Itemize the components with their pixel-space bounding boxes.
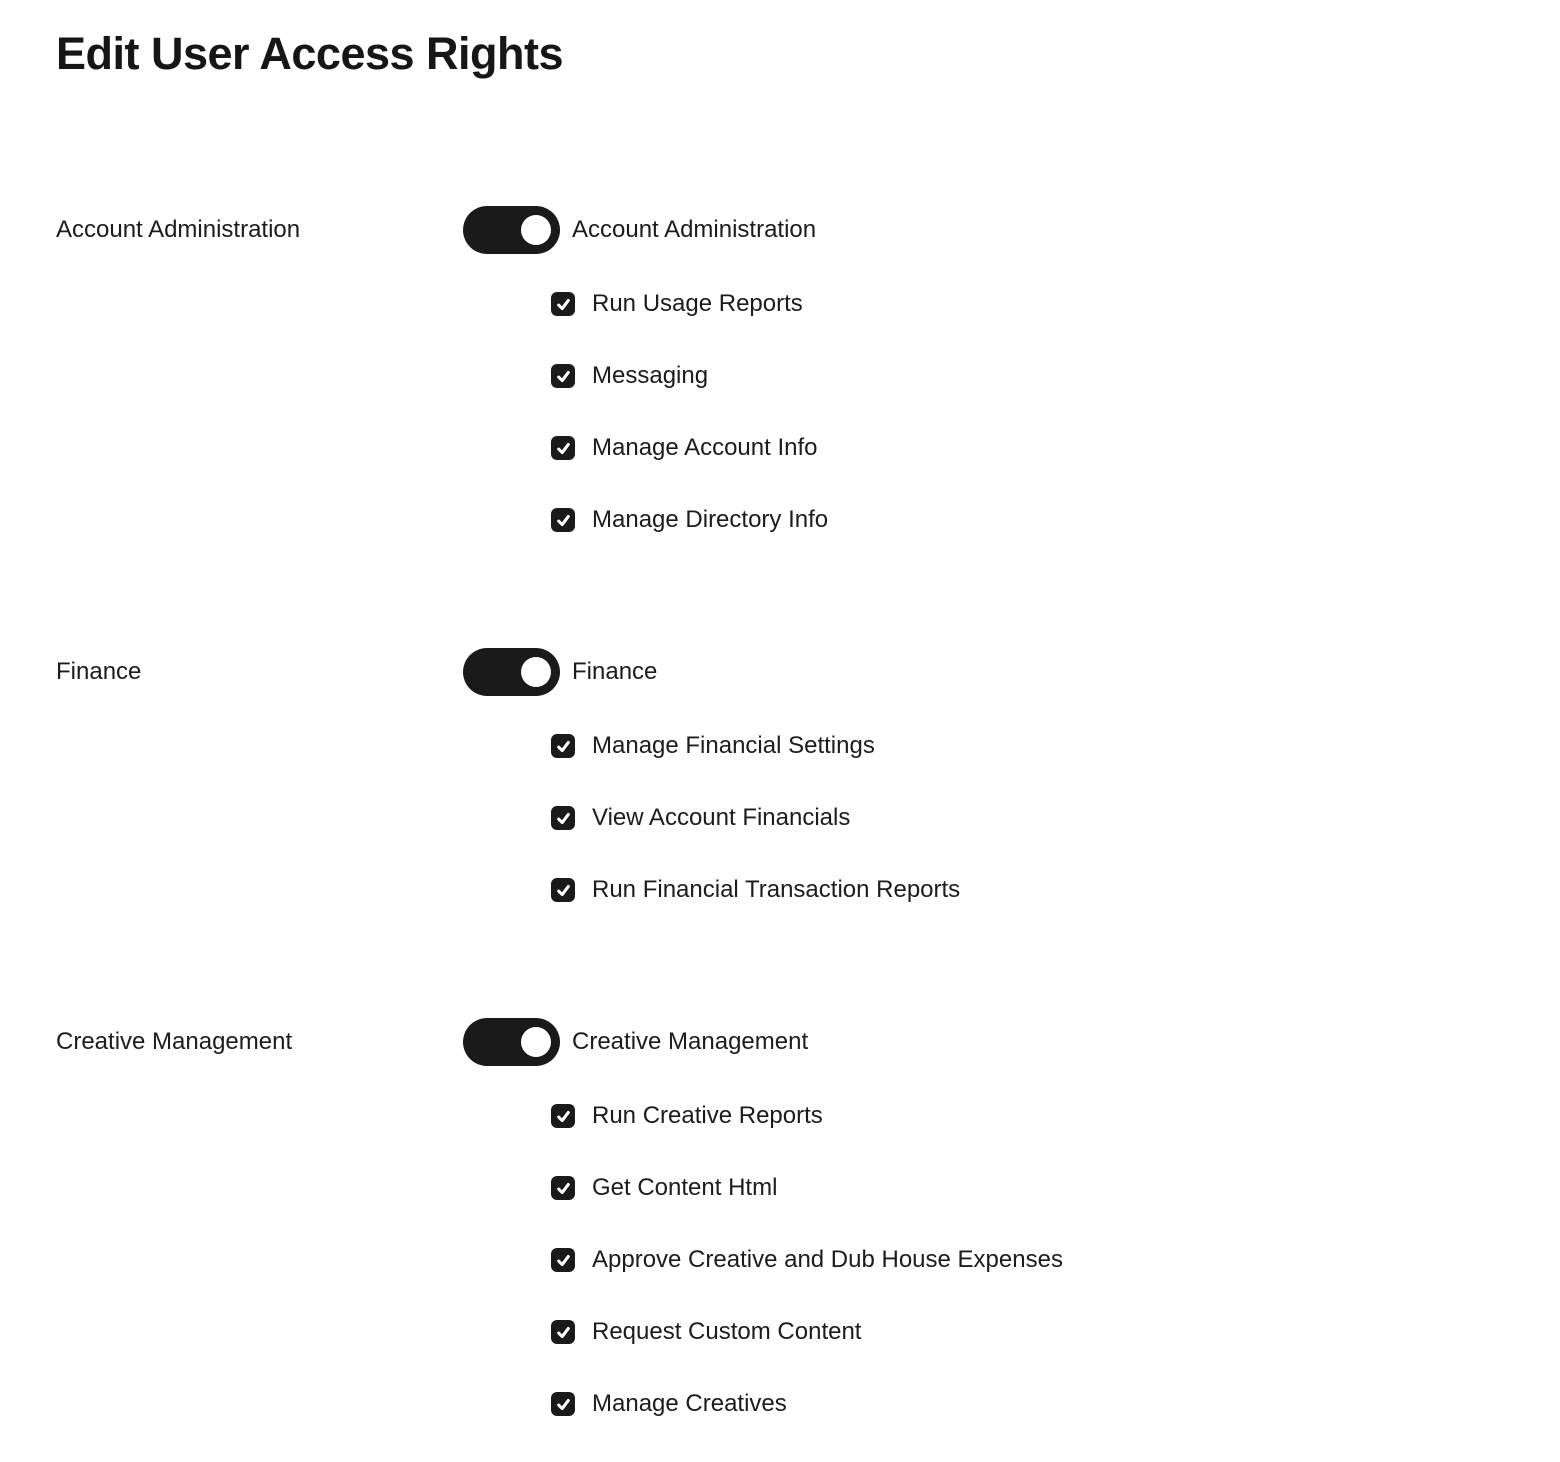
sections-container: [56, 206, 1560, 1420]
permission-row: [551, 1244, 1560, 1276]
checkmark-icon: [556, 1109, 571, 1124]
approve-creative-and-dub-house-expenses-checkbox[interactable]: [551, 1248, 575, 1272]
checkmark-icon: [556, 1397, 571, 1412]
section-label: Finance: [56, 658, 142, 685]
section-creative-management: [56, 1018, 1560, 1420]
permission-row: [551, 432, 1560, 464]
toggle-row: [463, 648, 1560, 696]
section-account-administration: [56, 206, 1560, 536]
section-content: [463, 1018, 1560, 1420]
permission-label: Run Financial Transaction Reports: [592, 876, 961, 903]
view-account-financials-checkbox[interactable]: [551, 806, 575, 830]
section-content: [463, 206, 1560, 536]
checkmark-icon: [556, 1181, 571, 1196]
checkmark-icon: [556, 369, 571, 384]
toggle-label: Finance: [572, 658, 658, 685]
permission-row: [551, 504, 1560, 536]
creative-management-toggle[interactable]: [463, 1018, 560, 1066]
permission-row: [551, 360, 1560, 392]
manage-account-info-checkbox[interactable]: [551, 436, 575, 460]
checkmark-icon: [556, 739, 571, 754]
checkmark-icon: [556, 441, 571, 456]
permission-row: [551, 730, 1560, 762]
permission-row: [551, 1172, 1560, 1204]
toggle-row: [463, 1018, 1560, 1066]
account-administration-toggle[interactable]: [463, 206, 560, 254]
toggle-row: [463, 206, 1560, 254]
finance-toggle[interactable]: [463, 648, 560, 696]
toggle-label: Creative Management: [572, 1028, 809, 1055]
permission-label: Get Content Html: [592, 1174, 778, 1201]
toggle-label: Account Administration: [572, 216, 817, 243]
checkmark-icon: [556, 811, 571, 826]
permission-list: [463, 730, 1560, 906]
permission-label: Approve Creative and Dub House Expenses: [592, 1246, 1063, 1273]
section-finance: [56, 648, 1560, 906]
run-usage-reports-checkbox[interactable]: [551, 292, 575, 316]
toggle-knob: [521, 1027, 551, 1057]
checkmark-icon: [556, 1325, 571, 1340]
permission-label: Request Custom Content: [592, 1318, 862, 1345]
permission-label: Manage Directory Info: [592, 506, 829, 533]
messaging-checkbox[interactable]: [551, 364, 575, 388]
permission-row: [551, 288, 1560, 320]
permission-label: Messaging: [592, 362, 709, 389]
permission-row: [551, 1388, 1560, 1420]
permission-label: Manage Account Info: [592, 434, 818, 461]
permission-label: Manage Financial Settings: [592, 732, 875, 759]
manage-directory-info-checkbox[interactable]: [551, 508, 575, 532]
permission-row: [551, 874, 1560, 906]
run-financial-transaction-reports-checkbox[interactable]: [551, 878, 575, 902]
permission-label: Run Creative Reports: [592, 1102, 823, 1129]
permission-row: [551, 1100, 1560, 1132]
permission-row: [551, 802, 1560, 834]
page-title: Edit User Access Rights: [56, 28, 564, 79]
permission-label: View Account Financials: [592, 804, 851, 831]
request-custom-content-checkbox[interactable]: [551, 1320, 575, 1344]
permission-row: [551, 1316, 1560, 1348]
checkmark-icon: [556, 1253, 571, 1268]
toggle-knob: [521, 657, 551, 687]
manage-creatives-checkbox[interactable]: [551, 1392, 575, 1416]
section-label: Creative Management: [56, 1028, 293, 1055]
get-content-html-checkbox[interactable]: [551, 1176, 575, 1200]
manage-financial-settings-checkbox[interactable]: [551, 734, 575, 758]
permission-list: [463, 288, 1560, 536]
section-label: Account Administration: [56, 216, 301, 243]
permission-label: Manage Creatives: [592, 1390, 787, 1417]
permission-list: [463, 1100, 1560, 1420]
checkmark-icon: [556, 513, 571, 528]
toggle-knob: [521, 215, 551, 245]
section-content: [463, 648, 1560, 906]
run-creative-reports-checkbox[interactable]: [551, 1104, 575, 1128]
checkmark-icon: [556, 883, 571, 898]
permission-label: Run Usage Reports: [592, 290, 803, 317]
checkmark-icon: [556, 297, 571, 312]
